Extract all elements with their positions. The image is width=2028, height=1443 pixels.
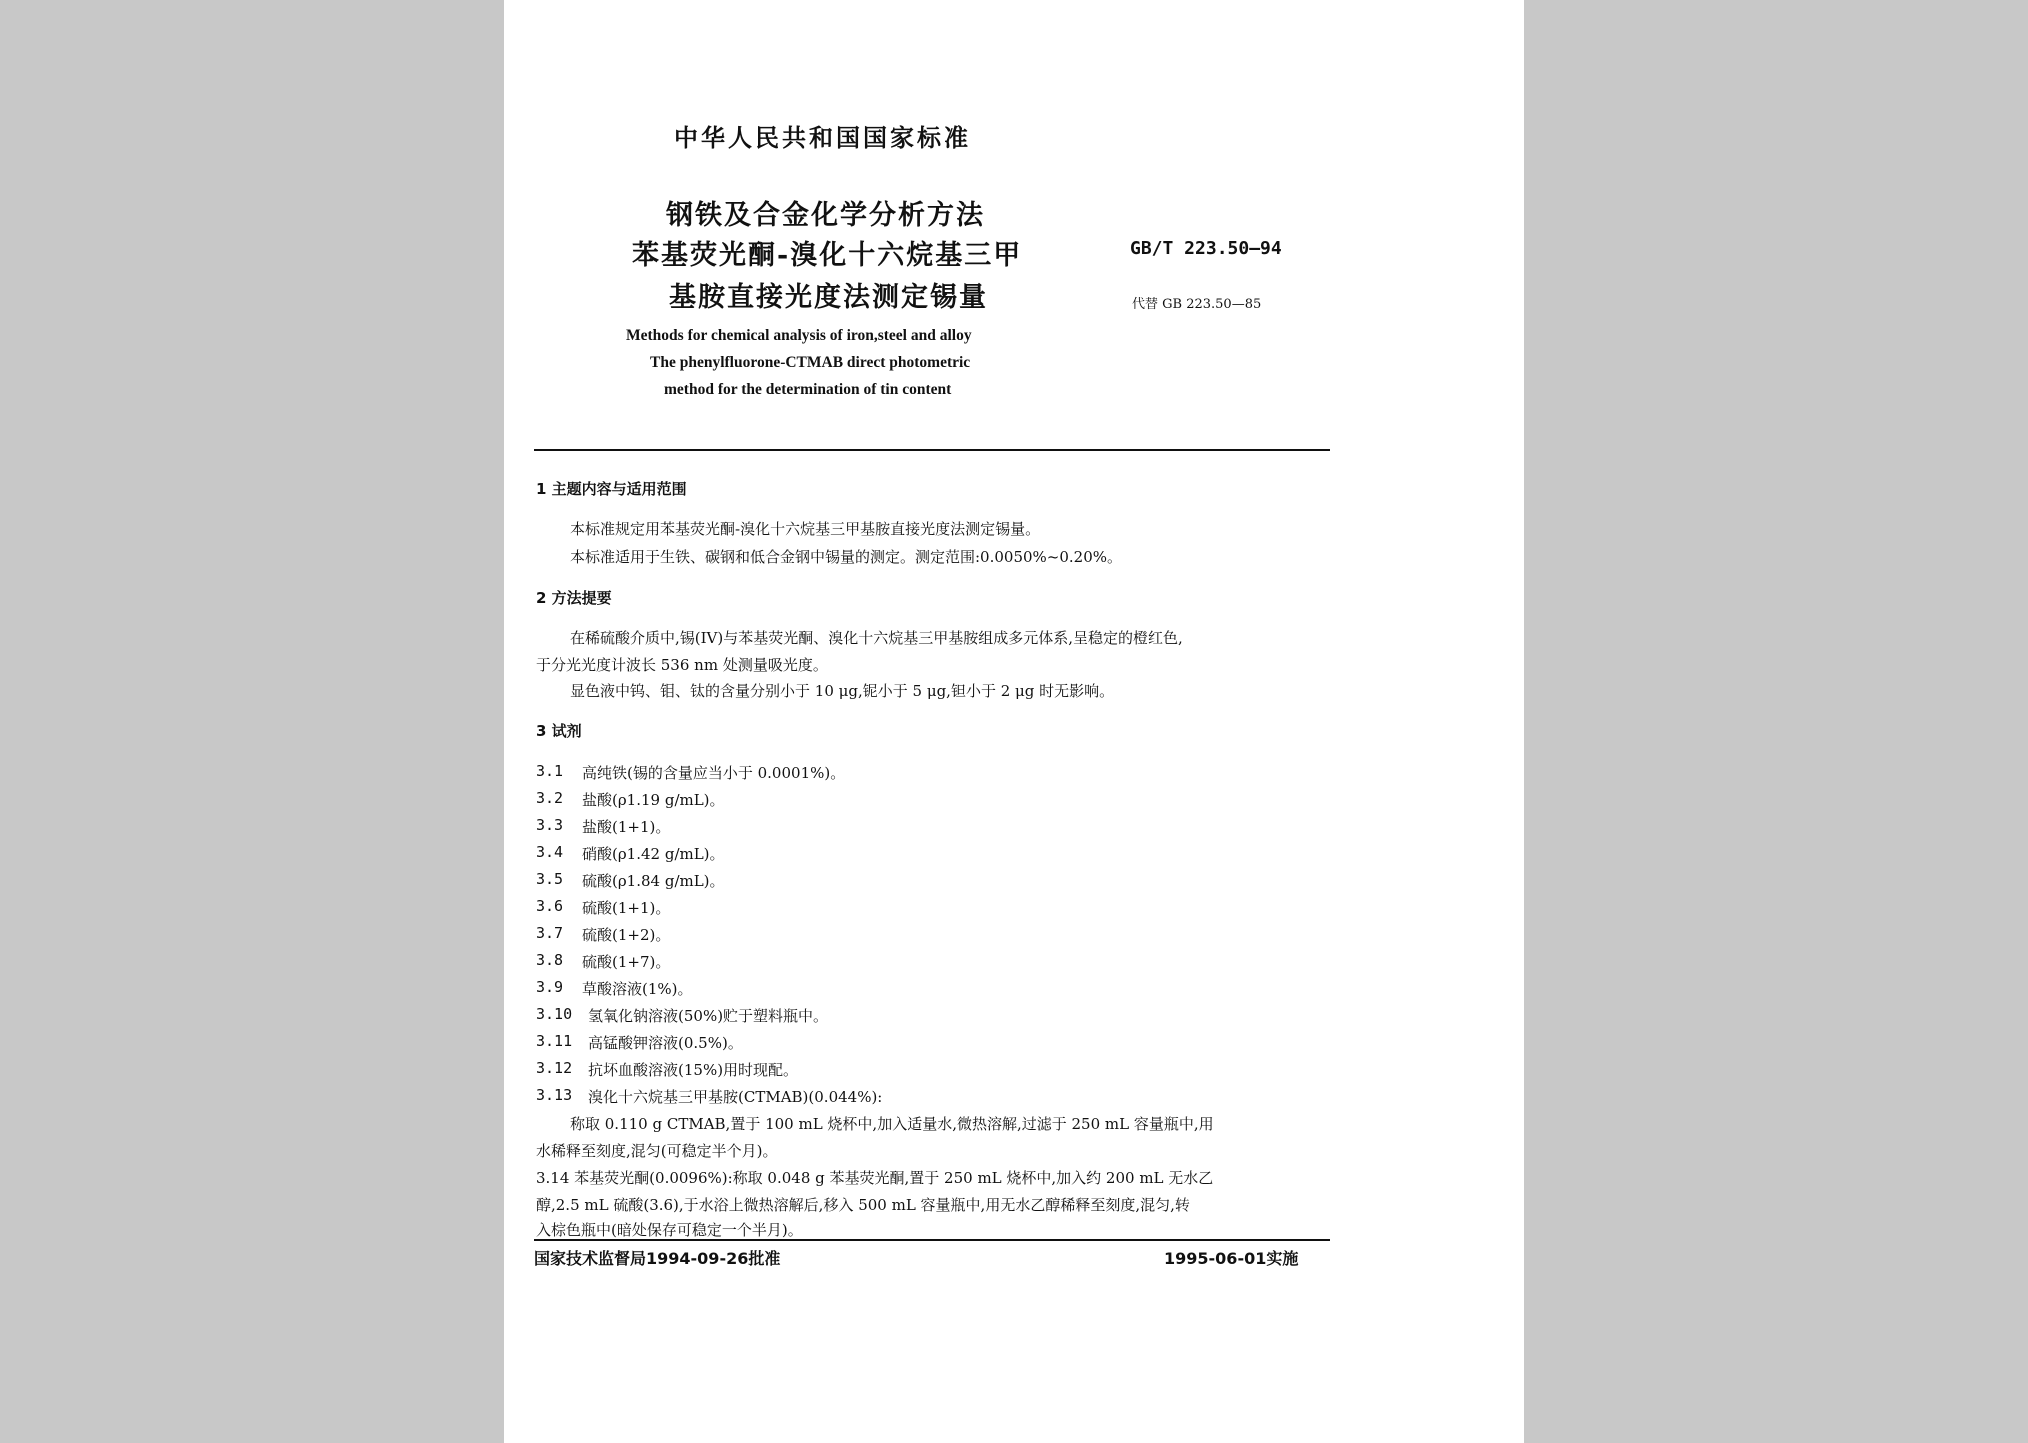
reagent-number: 3.5 xyxy=(536,870,564,888)
implementation-date: 1995-06-01实施 xyxy=(1164,1249,1299,1268)
title-cn-line-1: 钢铁及合金化学分析方法 xyxy=(666,200,985,231)
reagent-text: 高锰酸钾溶液(0.5%)。 xyxy=(588,1034,743,1052)
title-cn-line-3: 基胺直接光度法测定锡量 xyxy=(669,282,988,313)
reagent-13-detail-line-2: 水稀释至刻度,混匀(可稳定半个月)。 xyxy=(536,1142,778,1160)
section-1-para-2: 本标准适用于生铁、碳钢和低合金钢中锡量的测定。测定范围:0.0050%~0.20%。 xyxy=(570,548,1123,566)
title-en-line-1: Methods for chemical analysis of iron,steel and alloy xyxy=(626,327,972,344)
national-standard-title: 中华人民共和国国家标准 xyxy=(674,123,971,152)
reagent-item xyxy=(536,897,670,918)
reagent-number: 3.6 xyxy=(536,897,564,915)
reagent-number: 3.10 xyxy=(536,1005,573,1023)
reagent-number: 3.8 xyxy=(536,951,564,969)
reagent-14-line-1: 3.14 苯基荧光酮(0.0096%):称取 0.048 g 苯基荧光酮,置于 250 mL 烧杯中,加入约 200 mL 无水乙 xyxy=(536,1169,1214,1187)
reagent-number: 3.7 xyxy=(536,924,564,942)
reagent-13-detail-line-1: 称取 0.110 g CTMAB,置于 100 mL 烧杯中,加入适量水,微热溶解,过滤于 250 mL 容量瓶中,用 xyxy=(570,1115,1214,1133)
reagent-number: 3.1 xyxy=(536,762,564,780)
reagent-text: 硝酸(ρ1.42 g/mL)。 xyxy=(582,845,725,863)
reagent-item xyxy=(536,762,845,783)
reagent-item xyxy=(536,870,725,891)
standard-code: GB/T 223.50—94 xyxy=(1130,238,1282,259)
reagent-item xyxy=(536,978,693,999)
reagent-item xyxy=(536,951,670,972)
section-2-para-1-line-1: 在稀硫酸介质中,锡(IV)与苯基荧光酮、溴化十六烷基三甲基胺组成多元体系,呈稳定的橙红色, xyxy=(570,629,1183,647)
reagent-text: 硫酸(1+7)。 xyxy=(582,953,671,971)
title-en-line-3: method for the determination of tin content xyxy=(664,381,952,398)
reagent-text: 抗坏血酸溶液(15%)用时现配。 xyxy=(588,1061,799,1079)
section-1-heading: 1 主题内容与适用范围 xyxy=(536,480,687,498)
reagent-text: 盐酸(ρ1.19 g/mL)。 xyxy=(582,791,725,809)
approval-date: 国家技术监督局1994-09-26批准 xyxy=(534,1249,781,1268)
reagent-number: 3.11 xyxy=(536,1032,573,1050)
reagent-text: 硫酸(1+1)。 xyxy=(582,899,671,917)
reagent-text: 高纯铁(锡的含量应当小于 0.0001%)。 xyxy=(582,764,846,782)
reagent-text: 溴化十六烷基三甲基胺(CTMAB)(0.044%): xyxy=(588,1088,883,1106)
title-en-line-2: The phenylfluorone-CTMAB direct photometric xyxy=(650,354,971,371)
reagent-item xyxy=(536,924,670,945)
reagent-14-line-3: 入棕色瓶中(暗处保存可稳定一个半月)。 xyxy=(536,1221,803,1239)
section-2-heading: 2 方法提要 xyxy=(536,589,612,607)
reagent-number: 3.4 xyxy=(536,843,564,861)
reagent-item xyxy=(536,1032,743,1053)
section-3-heading: 3 试剂 xyxy=(536,722,582,740)
footer-divider xyxy=(534,1239,1330,1241)
reagent-item xyxy=(536,816,670,837)
replaces-standard: 代替 GB 223.50—85 xyxy=(1132,297,1262,312)
reagent-14-line-2: 醇,2.5 mL 硫酸(3.6),于水浴上微热溶解后,移入 500 mL 容量瓶中,用无水乙醇稀释至刻度,混匀,转 xyxy=(536,1196,1190,1214)
reagent-number: 3.12 xyxy=(536,1059,573,1077)
reagent-item xyxy=(536,1086,882,1107)
reagent-number: 3.13 xyxy=(536,1086,573,1104)
reagent-item xyxy=(536,1059,798,1080)
section-2-para-2: 显色液中钨、钼、钛的含量分别小于 10 μg,铌小于 5 μg,钽小于 2 μg 时无影响。 xyxy=(570,682,1115,700)
reagent-number: 3.3 xyxy=(536,816,564,834)
section-1-para-1: 本标准规定用苯基荧光酮-溴化十六烷基三甲基胺直接光度法测定锡量。 xyxy=(570,520,1041,538)
reagent-text: 氢氧化钠溶液(50%)贮于塑料瓶中。 xyxy=(588,1007,829,1025)
header-divider xyxy=(534,449,1330,451)
document-page xyxy=(504,0,1524,1443)
reagent-number: 3.9 xyxy=(536,978,564,996)
reagent-item xyxy=(536,1005,828,1026)
section-2-para-1-line-2: 于分光光度计波长 536 nm 处测量吸光度。 xyxy=(536,656,828,674)
reagent-item xyxy=(536,843,725,864)
reagent-text: 硫酸(1+2)。 xyxy=(582,926,671,944)
title-cn-line-2: 苯基荧光酮-溴化十六烷基三甲 xyxy=(632,240,1023,271)
reagent-number: 3.2 xyxy=(536,789,564,807)
reagent-text: 硫酸(ρ1.84 g/mL)。 xyxy=(582,872,725,890)
reagent-text: 草酸溶液(1%)。 xyxy=(582,980,693,998)
reagent-item xyxy=(536,789,725,810)
reagent-text: 盐酸(1+1)。 xyxy=(582,818,671,836)
